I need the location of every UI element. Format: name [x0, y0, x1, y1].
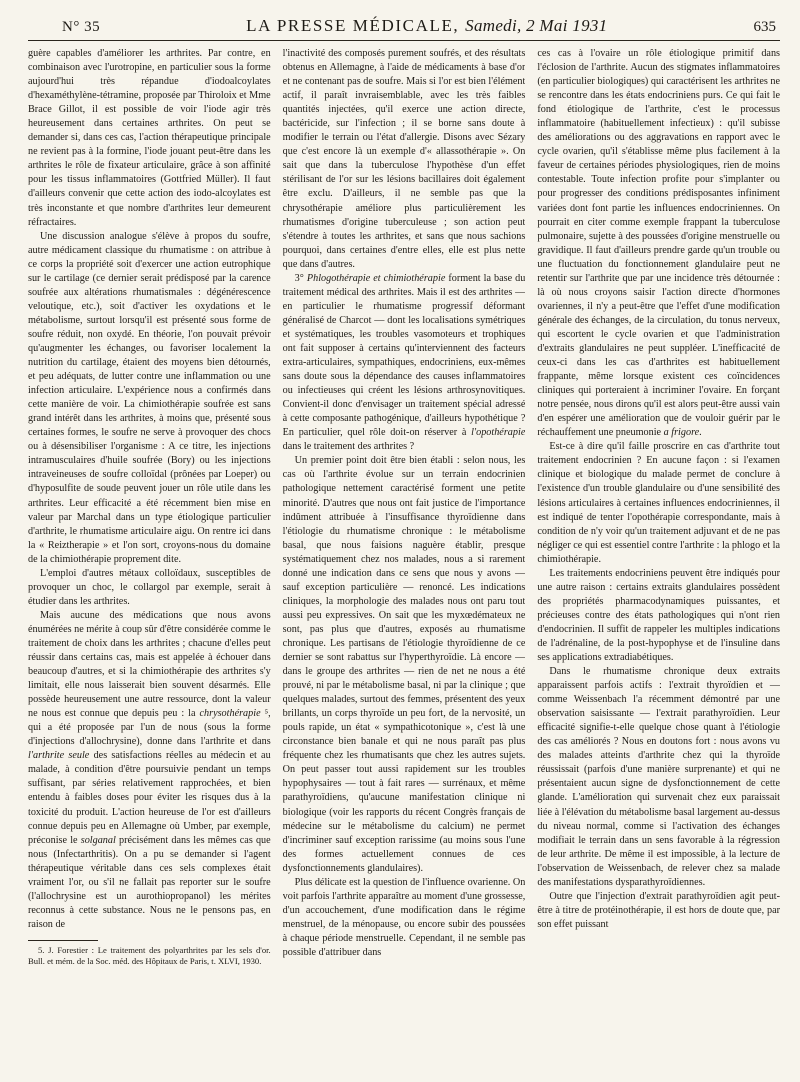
paragraph: [28, 609, 271, 932]
paragraph: Est-ce à dire qu'il faille proscrire en cas d'arthrite tout traitement endocrinien ? En aucune façon : si l'examen clinique et biologique du malade permet de conclure à l'existence d'un trouble glandulaire ou d'une sensibilité des lésions articulaires à certaines influences endocriniennes, il est indiqué de tenter l'opothérapie correspondante, mais à condition de n'y voir qu'un traitement adjuvant et de ne pas négliger ce qui est essentiel contre l'arthrite : la phlogo et la chimiothérapie.: [537, 441, 780, 565]
text-run: ces cas à l'ovaire un rôle étiologique primitif dans l'éclosion de l'arthrite. Aucun des stigmates inflammatoires (en particulier biologiques) qui caractérisent les arthrites ne se rencontre dans les états endocriniens purs. Ce qui fait le fond étiologique de l'arthrite, c'est le processus inflammatoire (habituellement infectieux) : qu'il subisse des améliorations ou des aggravations en rapport avec le cycle ovarien, qu'il s'établisse même plus facilement à la faveur de certaines périodes physiologiques, rien de moins contestable. Toute infection profite pour s'implanter ou pour progresser des conditions prédisposantes infiniment variées dont font partie les influences endocriniennes. On pourrait en citer comme exemple frappant la tuberculose pulmonaire, sujette à des poussées d'origine menstruelle ou gravidique. Il faut d'ailleurs prendre garde qu'un trouble ou une fluctuation du fonctionnement glandulaire peut ne retentir sur l'arthrite que par une incidence très détournée : là où nous croyons saisir l'action directe d'hormones ovariennes, il n'y a peut-être que l'effet d'une modification générale des échanges, de la circulation, du tonus nerveux, qui escortent le cycle ovarien et que l'administration d'extraits glandulaires ne peut suppléer. L'inefficacité de ceux-ci dans les cas d'arthrites est habituellement frappante, même lorsque existent ces coïncidences cliniques qui porteraient à incriminer l'ovaire. En forçant notre pensée, nous dirons qu'il est alors peut-être aussi vain d'en espérer une amélioration que de vouloir guérir par le réchauffement une pneumonie: [537, 48, 780, 439]
paragraph: Dans le rhumatisme chronique deux extraits apparaissent parfois actifs : l'extrait thyroïdien et — comme Weissenbach l'a récemment démontré par une observation saisissante — l'extrait parathyroïdien. Leur efficacité signifie-t-elle quelque chose quant à l'étiologie des cas améliorés ? Nous en doutons fort : nous avons vu des malades atteints d'arthrite chez qui la thyroïde réussissait (parfois d'une manière surprenante) et qui ne présentaient aucun signe de dysfonctionnement de cette glande. L'amélioration qui survenait chez eux paraissait liée à l'élévation du métabolisme basal largement au-dessus du niveau normal, comme si l'activation des échanges modifiait le terrain dans un sens favorable à la régression de leur arthrite. De même il est impossible, à la lecture de l'observation de Weissenbach, de relever chez sa malade des manifestations dysparathyroïdiennes.: [537, 666, 780, 888]
column-left: [28, 47, 271, 1063]
page-number: 635: [753, 19, 776, 35]
paragraph: [537, 47, 780, 440]
paragraph: Plus délicate est la question de l'influence ovarienne. On voit parfois l'arthrite apparaître au moment d'une grossesse, d'un accouchement, d'une modification dans le régime menstruel, de la ménopause, ou encore subir des poussées à chaque période menstruelle. Cependant, il ne semble pas possible d'attribuer dans: [282, 876, 526, 958]
text-run: dans le traitement des arthrites ?: [282, 441, 415, 453]
journal-name: LA PRESSE MÉDICALE,: [246, 16, 460, 35]
issue-date: Samedi, 2 Mai 1931: [465, 16, 608, 35]
paragraph: [283, 272, 526, 455]
footnote-rule: [28, 940, 98, 941]
text-run: 3°: [294, 272, 307, 284]
text-run: forment la base du traitement médical des arthrites. Mais il est des arthrites — en particulier le rhumatisme progressif déformant généralisé de Charcot — dont les localisations symétriques et systématiques, les troubles vasomoteurs et trophiques ont fait supposer à certains qu'interviennent des facteurs extra-articulaires, sympathiques, endocriniens, eux-mêmes sans doute sous la dépendance des causes inflammatoires ou infectieuses qui créent les lésions arthrosynovitiques. Convient-il donc d'envisager un traitement spécial adressé à cette composante pathogénique, d'ailleurs hypothétique ? En particulier, quel rôle doit-on réserver à: [282, 272, 526, 439]
footnote: 5. J. Forestier : Le traitement des polyarthrites par les sels d'or. Bull. et mém. de la Soc. méd. des Hôpitaux de Paris, t. XLVI, 1930.: [28, 944, 271, 966]
paragraph: guère capables d'améliorer les arthrites. Par contre, en combinaison avec l'urotropine, en particulier sous la forme aujourd'hui très répandue d'iodoalcoylates d'hexaméthylène-tétramine, proposée par Thiroloix et Mme Brace Gillot, il est possible de voir l'iode agir très heureusement dans certaines arthrites. On peut se demander si, dans ces cas, l'action thérapeutique principale ne revient pas à la formine, l'iode jouant peut-être dans les arthrites le rôle de fixateur articulaire, grâce à son affinité pour les tissus inflammatoires (Gottfried Müller). Il faut d'ailleurs convenir que cette action des iodo-alcoylates est très inconstante et que nombre d'arthrites leur demeurent réfractaires.: [28, 48, 271, 228]
italic-term: chrysothérapie: [199, 708, 261, 720]
text-run: .: [699, 427, 702, 439]
paragraph: Un premier point doit être bien établi : selon nous, les cas où l'arthrite évolue sur un terrain endocrinien pathologique nettement caractérisé forment une petite minorité. D'autres que nous ont fait justice de l'importance indûment attribuée à l'insuffisance thyroïdienne dans l'étiologie du rhumatisme chronique : le métabolisme basal, que nous faisions naguère établir, presque systématiquement chez nos malades, nous a si rarement donné une indication dans ce sens que nous y avons — sauf exception particulière — renoncé. Les indications cliniques, la morphologie des malades nous ont paru tout aussi peu expressives. On sait que les myxœdémateux ne sont, pas plus que d'autres, exposés au rhumatisme chronique. Les partisans de l'étiologie thyroïdienne de ce dernier se sont rabattus sur l'hyperthyroïdie. Là encore — dans le groupe des arthrites — rien de net ne nous a été prouvé, ni par le métabolisme basal, ni par la clinique ; que quelques malades, surtout des femmes, présentent des yeux brillants, un corps thyroïde un peu fort, de la nervosité, un pouls rapide, un état « sympathicotonique », c'est là une circonstance bien banale et qui ne nous paraît pas plus fréquente chez les rhumatisants que chez les autres sujets. On peut passer tout aussi rapidement sur les troubles hypophysaires — tout à fait rares — surrénaux, et même parathyroïdiens, qu'aucune manifestation clinique ni biologique (voir les rapports du récent Congrès français de médecine sur le métabolisme du calcium) ne permet d'incriminer sauf exception rarissime (au moins sous l'une des formes actuellement connues de ces dysfonctionnements glandulaires).: [282, 455, 526, 874]
paragraph: Les traitements endocriniens peuvent être indiqués pour une autre raison : certains extraits glandulaires possèdent des propriétés pharmacodynamiques puissantes, et précieuses contre des états pathologiques qui n'ont rien d'endocrinien. Il suffit de rappeler les multiples indications de l'adrénaline, de la post-hypophyse et de l'insuline dans ses applications extradiabétiques.: [537, 567, 780, 664]
paragraph: l'inactivité des composés purement soufrés, et des résultats obtenus en Allemagne, à l'aide de médicaments à base d'or et ne contenant pas de soufre. Mais si l'or est bien l'élément actif, il paraît invraisemblable, avec les très faibles quantités injectées, qu'il exerce une action directe, bactéricide, sur l'infection ; il se borne sans doute à modifier le terrain ou l'état d'allergie. Disons avec Sézary que c'est encore là un exemple d'« allassothérapie ». On sait que dans la tuberculose l'hypothèse d'un effet stérilisant de l'or sur les lésions bacillaires doit également être exclu. D'ailleurs, il ne semble pas que la chrysothérapie améliore plus particulièrement les rhumatismes d'origine tuberculeuse ; son action peut s'étendre à toutes les arthrites, et sans que nous sachions pourquoi, dans certaines d'entre elles, elle est plus nette que dans d'autres.: [282, 48, 526, 270]
text-run: Mais aucune des médications que nous avons énumérées ne mérite à coup sûr d'être considérée comme le traitement de choix dans les arthrites ; chacune d'elles peut réussir dans certains cas, mais est appelée à échouer dans beaucoup d'autres, et si la chimiothérapie des arthrites s'y limitait, elle nous laisserait bien souvent désarmés. Elle possède heureusement une autre ressource, dont la valeur ne nous est connue que depuis peu : la: [28, 609, 271, 720]
column-middle: [283, 47, 526, 1063]
text-run: des satisfactions réelles au médecin et au malade, à condition d'être poursuivie pendant un temps suffisant, par séries relativement rapprochées, et bien entendu à faibles doses pour éviter les risques dus à la toxicité du produit. L'action heureuse de l'or est d'ailleurs connue depuis peu en Allemagne où Umber, par exemple, préconise le: [28, 750, 271, 846]
paragraph: Outre que l'injection d'extrait parathyroïdien agit peut-être à titre de protéinothérapie, il est hors de doute que, par son effet puissant: [537, 890, 780, 930]
issue-number: N° 35: [62, 19, 101, 35]
journal-title: [246, 16, 607, 36]
italic-term: l'arthrite seule: [28, 750, 90, 762]
paragraph: Une discussion analogue s'élève à propos du soufre, autre médicament classique du rhumatisme : on attribue à ce corps la propriété soit d'exercer une action eutrophique sur le cartilage (ce dernier serait prédisposé par la carence soufrée aux altérations rhumatismales : dégénérescence veloutique, etc.), soit d'activer les oxydations et le métabolisme, surtout lorsqu'il est présenté sous forme de soufre réduit, non oxydé. En théorie, l'on pouvait prévoir qu'augmenter les échanges, ou favoriser localement la nutrition du cartilage, étaient des moyens bien détournés, et peu adéquats, de lutter contre une inflammation ou une infection articulaire. L'expérience nous a confirmés dans cette manière de voir. La chimiothérapie soufrée est sans grand intérêt dans les arthrites, à moins que, présenté sous certaines formes, le soufre ne serve à provoquer des chocs ou à désensibiliser l'organisme : A ce titre, les injections intramusculaires d'huile soufrée (Bory) ou les injections intraveineuses de soufre colloïdal (prônées par Loeper) ou d'hyposulfite de soude peuvent jouer un rôle utile dans les arthrites. Leur efficacité a été récemment bien mise en valeur par Marchal dans un type étiologique particulier d'arthrite, le rhumatisme articulaire aigu. On rentre ici dans la « Reiztherapie » et l'on sort, croyons-nous du domaine de la chimiothérapie proprement dite.: [28, 230, 271, 565]
italic-heading: Phlogothérapie et chimiothérapie: [306, 272, 446, 284]
text-columns: [28, 47, 780, 1063]
running-head: [28, 16, 780, 41]
italic-term: l'opothérapie: [471, 427, 526, 439]
paragraph: L'emploi d'autres métaux colloïdaux, susceptibles de provoquer un choc, le collargol par exemple, serait à étudier dans les arthrites.: [28, 567, 271, 607]
text-run: précisément dans les mêmes cas que nous (Infectarthritis). On a pu se demander si l'agent thérapeutique véritable dans ces sels complexes était vraiment l'or, ou s'il ne fallait pas reporter sur le soufre (l'allochrysine est un aurothiopropanol) les mérites reconnus à cette substance. Nous ne le pensons pas, en raison de: [28, 834, 271, 930]
text-run: ⁵, qui a été proposée par l'un de nous (sous la forme d'injections d'allochrysine), donne dans l'arthrite et dans: [28, 708, 271, 748]
italic-term: solganal: [80, 834, 116, 846]
column-right: [537, 47, 780, 1063]
italic-term: a frigore: [663, 427, 700, 439]
